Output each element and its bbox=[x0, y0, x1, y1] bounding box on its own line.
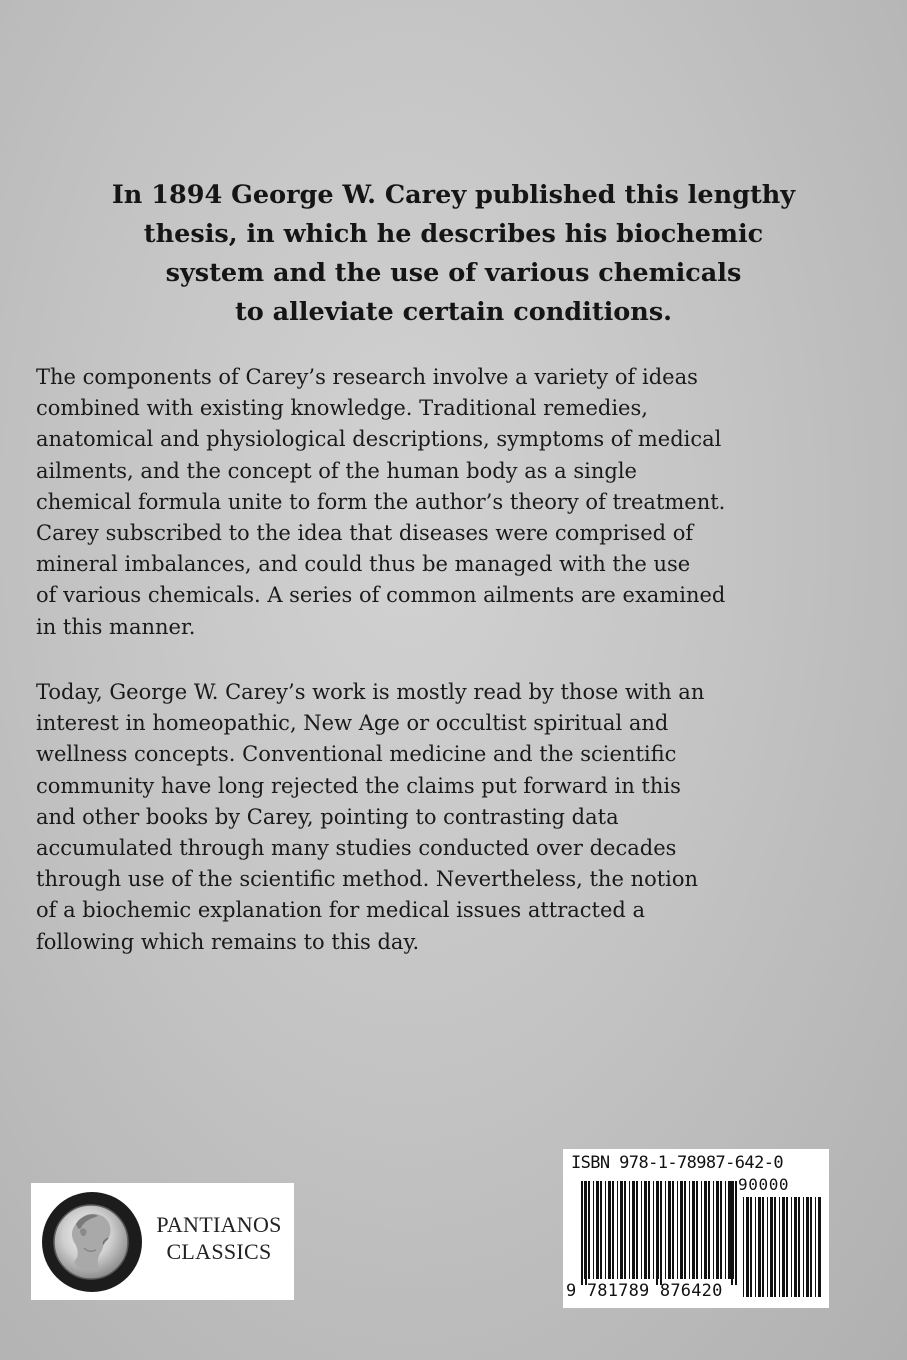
barcode-bar bbox=[641, 1181, 642, 1279]
paragraph-line: through use of the scientific method. Nevertheless, the notion bbox=[36, 867, 699, 892]
barcode-bar bbox=[725, 1181, 726, 1279]
barcode-bar bbox=[708, 1181, 710, 1279]
barcode-bar bbox=[689, 1181, 690, 1279]
price-code: 90000 bbox=[738, 1175, 790, 1194]
blurb-lead bbox=[40, 176, 867, 332]
barcode-bar bbox=[684, 1181, 686, 1279]
barcode-bar bbox=[806, 1197, 809, 1297]
barcode-bar bbox=[767, 1197, 768, 1297]
barcode-bar bbox=[762, 1197, 764, 1297]
barcode-bar bbox=[617, 1181, 618, 1279]
publisher-logo-panel bbox=[31, 1183, 294, 1300]
barcode-bar bbox=[636, 1181, 638, 1279]
barcode-bar bbox=[692, 1181, 695, 1279]
blurb-lead-line: In 1894 George W. Carey published this lengthy bbox=[111, 180, 796, 210]
paragraph-line: interest in homeopathic, New Age or occultist spiritual and bbox=[36, 711, 669, 736]
barcode-bar bbox=[629, 1181, 630, 1279]
barcode-bar bbox=[782, 1197, 785, 1297]
barcode-bar bbox=[644, 1181, 647, 1279]
paragraph-line: community have long rejected the claims put forward in this bbox=[36, 773, 681, 798]
coin-portrait-icon bbox=[40, 1190, 144, 1294]
paragraph-line: mineral imbalances, and could thus be managed with the use bbox=[36, 552, 691, 577]
barcode-bar bbox=[608, 1181, 611, 1279]
barcode-guard-bar bbox=[731, 1181, 733, 1285]
barcode-bar bbox=[815, 1197, 816, 1297]
blurb-paragraph-2 bbox=[36, 677, 876, 958]
blurb-lead-line: to alleviate certain conditions. bbox=[234, 297, 673, 327]
barcode-bar bbox=[758, 1197, 761, 1297]
barcode-bar bbox=[612, 1181, 614, 1279]
isbn-barcode bbox=[563, 1149, 829, 1308]
barcode-guard-bar bbox=[660, 1181, 662, 1285]
paragraph-line: wellness concepts. Conventional medicine and the scientific bbox=[36, 742, 677, 767]
barcode-bar bbox=[750, 1197, 752, 1297]
barcode-bar bbox=[696, 1181, 698, 1279]
publisher-name-line-1: PANTIANOS bbox=[156, 1212, 282, 1237]
paragraph-line: combined with existing knowledge. Traditional remedies, bbox=[36, 396, 648, 421]
paragraph-line: of various chemicals. A series of common ailments are examined bbox=[36, 583, 726, 608]
barcode-bar bbox=[746, 1197, 749, 1297]
barcode-bar bbox=[803, 1197, 804, 1297]
barcode-bar bbox=[743, 1197, 744, 1297]
barcode-guard-bar bbox=[656, 1181, 658, 1285]
barcode-bar bbox=[794, 1197, 797, 1297]
paragraph-line: Today, George W. Carey’s work is mostly read by those with an bbox=[36, 680, 705, 704]
barcode-bar bbox=[632, 1181, 635, 1279]
barcode-bar bbox=[588, 1181, 590, 1279]
paragraph-line: Carey subscribed to the idea that diseases were comprised of bbox=[36, 521, 694, 546]
barcode-bar bbox=[680, 1181, 683, 1279]
publisher-name-line-2: CLASSICS bbox=[166, 1239, 272, 1264]
barcode-bar bbox=[791, 1197, 792, 1297]
barcode-bar bbox=[720, 1181, 722, 1279]
paragraph-line: chemical formula unite to form the author’s theory of treatment. bbox=[36, 489, 726, 514]
paragraph-line: of a biochemic explanation for medical issues attracted a bbox=[36, 898, 646, 923]
barcode-bar bbox=[624, 1181, 626, 1279]
blurb-lead-line: system and the use of various chemicals bbox=[165, 258, 742, 288]
barcode-bar bbox=[701, 1181, 702, 1279]
blurb-paragraph-1 bbox=[36, 362, 876, 643]
barcode-bar bbox=[774, 1197, 776, 1297]
barcode-bar bbox=[593, 1181, 594, 1279]
barcode-bar bbox=[668, 1181, 671, 1279]
ean-digits: 9 781789 876420 bbox=[566, 1281, 723, 1301]
barcode-bar bbox=[605, 1181, 606, 1279]
isbn-label: ISBN 978-1-78987-642-0 bbox=[571, 1153, 783, 1173]
barcode-bar bbox=[770, 1197, 773, 1297]
blurb-lead-line: thesis, in which he describes his biochemic bbox=[143, 219, 764, 249]
barcode-bar bbox=[798, 1197, 800, 1297]
publisher-name bbox=[149, 1211, 289, 1265]
barcode-bar bbox=[596, 1181, 599, 1279]
paragraph-line: and other books by Carey, pointing to contrasting data bbox=[36, 804, 619, 829]
barcode-bar bbox=[786, 1197, 788, 1297]
barcode-bar bbox=[620, 1181, 623, 1279]
paragraph-line: in this manner. bbox=[36, 614, 196, 639]
barcode-bar bbox=[810, 1197, 812, 1297]
paragraph-line: anatomical and physiological descriptions, symptoms of medical bbox=[36, 427, 722, 452]
paragraph-line: ailments, and the concept of the human body as a single bbox=[36, 458, 637, 483]
barcode-guard-bar bbox=[735, 1181, 737, 1285]
barcode-bar bbox=[600, 1181, 602, 1279]
barcode-bar bbox=[728, 1181, 731, 1279]
barcode-bar bbox=[704, 1181, 707, 1279]
barcode-bar bbox=[755, 1197, 756, 1297]
paragraph-line: accumulated through many studies conducted over decades bbox=[36, 836, 677, 861]
paragraph-line: The components of Carey’s research involve a variety of ideas bbox=[36, 365, 698, 389]
barcode-guard-bar bbox=[581, 1181, 583, 1285]
barcode-guard-bar bbox=[585, 1181, 587, 1285]
barcode-bar bbox=[818, 1197, 821, 1297]
barcode-bar bbox=[653, 1181, 654, 1279]
barcode-bar bbox=[648, 1181, 650, 1279]
barcode-bar bbox=[672, 1181, 674, 1279]
barcode-bar bbox=[665, 1181, 666, 1279]
barcode-bar bbox=[713, 1181, 714, 1279]
barcode-bar bbox=[677, 1181, 678, 1279]
barcode-bar bbox=[779, 1197, 780, 1297]
paragraph-line: following which remains to this day. bbox=[36, 929, 420, 954]
barcode-bar bbox=[716, 1181, 719, 1279]
